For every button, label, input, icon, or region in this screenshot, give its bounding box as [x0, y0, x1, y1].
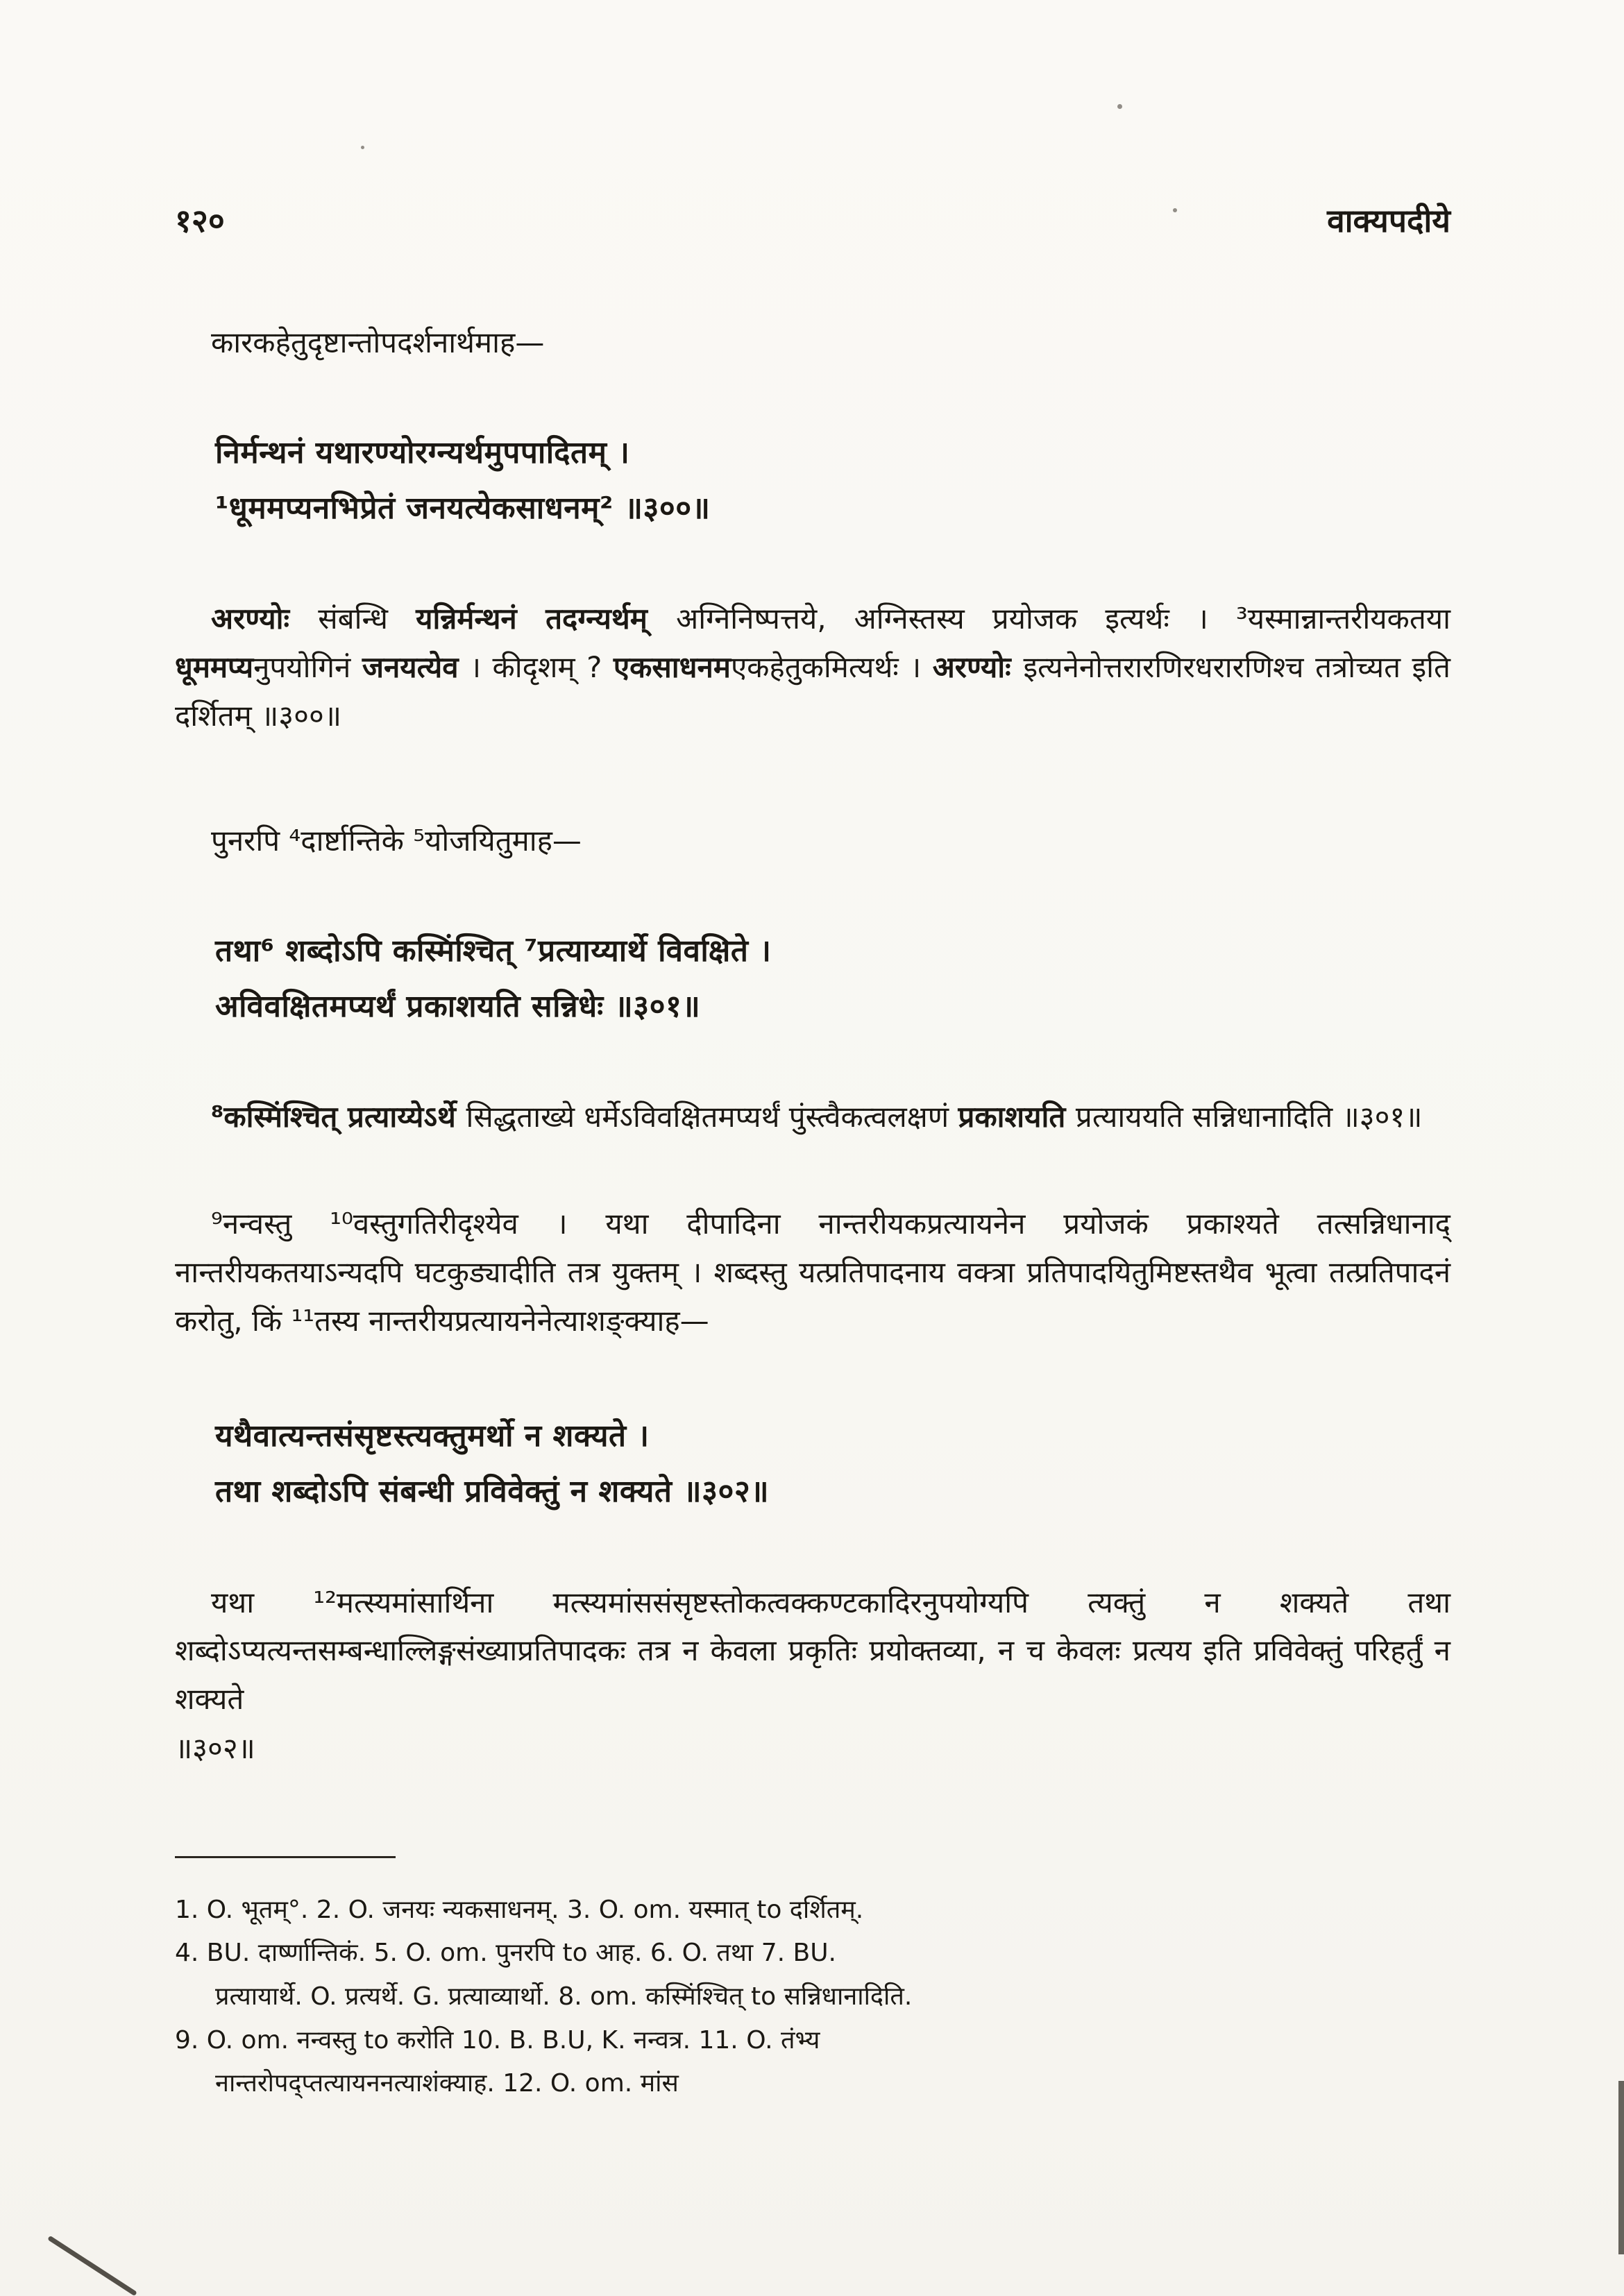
page-number: १२०: [175, 202, 225, 239]
commentary-301: ⁸कस्मिंश्चित् प्रत्याय्येऽर्थे सिद्धताख्ये धर्मेऽविवक्षितमप्यर्थं पुंस्त्वैकत्वलक्षणं प्रकाशयति प्रत्याययति सन्निधानादिति ॥३०१॥: [211, 1100, 1423, 1134]
objection-paragraph: ⁹नन्वस्तु ¹⁰वस्तुगतिरीदृश्येव । यथा दीपादिना नान्तरीयकप्रत्यायनेन प्रयोजकं प्रकाश्यते तत्सन्निधानाद् नान्तरीयकतयाऽन्यदपि घटकुड्यादीति तत्र युक्तम् । शब्दस्तु यत्प्रतिपादनाय वक्त्रा प्रतिपादयितुमिष्टस्तथैव भूत्वा तत्प्रतिपादनं करोतु, किं ¹¹तस्य नान्तरीयप्रत्यायनेनेत्याशङ्क्याह—: [175, 1207, 1450, 1338]
intro-line: कारकहेतुदृष्टान्तोपदर्शनार्थमाह—: [211, 325, 545, 359]
verse-301-line-1: तथा⁶ शब्दोऽपि कस्मिंश्चित् ⁷प्रत्याय्यार्थे विवक्षिते ।: [215, 933, 772, 969]
footnote-line: 9. O. om. नन्वस्तु to करोति 10. B. B.U, K. नन्वत्र. 11. O. तंभ्य: [175, 2025, 820, 2055]
link-line: पुनरपि ⁴दार्ष्टान्तिके ⁵योजयितुमाह—: [211, 824, 582, 858]
commentary-302: यथा ¹²मत्स्यमांसार्थिना मत्स्यमांससंसृष्टस्तोकत्वक्कण्टकादिरनुपयोग्यपि त्यक्तुं न शक्यते तथा शब्दोऽप्यत्यन्तसम्बन्धाल्लिङ्गसंख्याप्रतिपादकः तत्र न केवला प्रकृतिः प्रयोक्तव्या, न च केवलः प्रत्यय इति प्रविवेक्तुं परिहर्तुं न शक्यते: [175, 1585, 1450, 1716]
verse-301-line-2: अविवक्षितमप्यर्थं प्रकाशयति सन्निधेः ॥३०१॥: [215, 989, 701, 1025]
page-content: [175, 198, 1450, 2106]
scan-artifact: [1173, 208, 1177, 212]
verse-300: [215, 425, 1450, 536]
scan-artifact: [47, 2236, 137, 2296]
footnote-separator-rule: [175, 1856, 396, 1858]
scan-artifact: [1117, 104, 1122, 109]
verse-300-line-1: निर्मन्थनं यथारण्योरग्न्यर्थमुपपादितम् ।: [215, 435, 630, 470]
page-header: [175, 198, 1450, 241]
commentary-302-end-marker: ॥३०२॥: [175, 1730, 255, 1765]
verse-302: [215, 1409, 1450, 1520]
verse-300-line-2: ¹धूममप्यनभिप्रेतं जनयत्येकसाधनम्² ॥३००॥: [215, 491, 711, 527]
footnote-line-continuation: प्रत्यायार्थे. O. प्रत्यर्थे. G. प्रत्याव्यार्थो. 8. om. कस्मिंश्चित् to सन्निधानादिति.: [215, 1982, 913, 2011]
footnotes-block: [175, 1889, 1450, 2106]
footnote-line: 4. BU. दार्ष्णान्तिकं. 5. O. om. पुनरपि to आह. 6. O. तथा 7. BU.: [175, 1939, 836, 1968]
verse-301: [215, 924, 1450, 1035]
commentary-300: अरण्योः संबन्धि यन्निर्मन्थनं तदग्न्यर्थम् अग्निनिष्पत्तये, अग्निस्तस्य प्रयोजक इत्यर्थः । ³यस्मान्नान्तरीयकतया धूममप्यनुपयोगिनं जनयत्येव । कीदृशम् ? एकसाधनमएकहेतुकमित्यर्थः । अरण्योः इत्यनेनोत्तरारणिरधरारणिश्च तत्रोच्यत इति दर्शितम् ॥३००॥: [175, 602, 1450, 733]
verse-302-line-1: यथैवात्यन्तसंसृष्टस्त्यक्तुमर्थो न शक्यते ।: [215, 1418, 650, 1454]
footnote-line-continuation: नान्तरोपद्प्तत्यायननत्याशंक्याह. 12. O. om. मांस: [215, 2069, 679, 2098]
footnote-line: 1. O. भूतम्°. 2. O. जनयः न्यकसाधनम्. 3. O. om. यस्मात् to दर्शितम्.: [175, 1895, 864, 1924]
running-title: वाक्यपदीये: [1327, 202, 1450, 239]
scan-artifact: [361, 146, 364, 149]
scan-artifact: [1618, 2081, 1624, 2254]
verse-302-line-2: तथा शब्दोऽपि संबन्धी प्रविवेक्तुं न शक्यते ॥३०२॥: [215, 1474, 770, 1510]
